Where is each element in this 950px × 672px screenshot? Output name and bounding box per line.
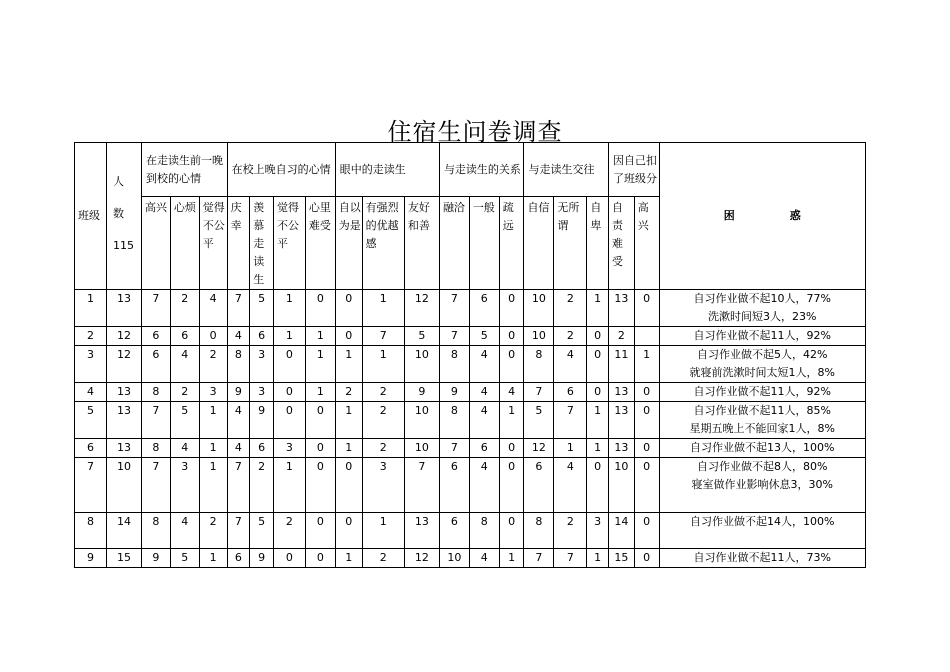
value-cell: 8 (524, 346, 554, 383)
value-cell: 9 (227, 383, 250, 402)
table-row (75, 402, 866, 439)
value-cell: 11 (609, 346, 635, 383)
value-cell: 7 (227, 290, 250, 327)
class-cell: 6 (75, 439, 107, 458)
value-cell: 8 (469, 513, 499, 549)
value-cell: 2 (199, 513, 227, 549)
value-cell: 5 (524, 402, 554, 439)
value-cell: 0 (305, 439, 335, 458)
people-cell: 10 (106, 458, 141, 513)
value-cell: 5 (404, 327, 439, 346)
value-cell: 5 (469, 327, 499, 346)
value-cell: 4 (227, 327, 250, 346)
people-cell: 12 (106, 327, 141, 346)
issue-line: 自习作业做不起11人，92% (693, 329, 831, 342)
value-cell: 2 (170, 383, 199, 402)
value-cell: 1 (199, 439, 227, 458)
value-cell: 4 (227, 439, 250, 458)
subheader-2-0: 自以为是 (335, 197, 362, 290)
value-cell: 6 (524, 458, 554, 513)
value-cell: 8 (227, 346, 250, 383)
value-cell: 7 (227, 513, 250, 549)
page-title: 住宿生问卷调查 (387, 118, 563, 146)
value-cell: 7 (554, 549, 587, 568)
subheader-5-0: 自责难受 (609, 197, 635, 290)
table-row (75, 439, 866, 458)
value-cell: 4 (554, 346, 587, 383)
subheader-2-1: 有强烈的优越感 (362, 197, 404, 290)
value-cell: 0 (634, 549, 659, 568)
header-row-groups (75, 143, 866, 197)
value-cell: 3 (273, 439, 305, 458)
value-cell: 10 (609, 458, 635, 513)
value-cell: 6 (439, 458, 469, 513)
value-cell: 0 (499, 513, 524, 549)
subheader-0-0: 高兴 (142, 197, 171, 290)
subheader-1-1: 羡慕走读生 (250, 197, 274, 290)
issues-cell (659, 439, 865, 458)
value-cell: 3 (199, 383, 227, 402)
value-cell (634, 327, 659, 346)
value-cell: 0 (634, 439, 659, 458)
people-label-1: 人 (112, 175, 124, 188)
value-cell: 10 (404, 439, 439, 458)
subheader-4-0: 自信 (524, 197, 554, 290)
value-cell: 7 (142, 458, 171, 513)
class-cell: 1 (75, 290, 107, 327)
value-cell: 13 (609, 290, 635, 327)
class-cell: 5 (75, 402, 107, 439)
issue-line: 自习作业做不起5人，42% (697, 348, 828, 361)
value-cell: 6 (554, 383, 587, 402)
value-cell: 4 (199, 290, 227, 327)
issues-cell (659, 513, 865, 549)
value-cell: 7 (404, 458, 439, 513)
value-cell: 6 (469, 439, 499, 458)
value-cell: 2 (362, 402, 404, 439)
value-cell: 1 (305, 327, 335, 346)
value-cell: 0 (335, 513, 362, 549)
value-cell: 1 (587, 549, 609, 568)
table-row (75, 383, 866, 402)
issues-cell (659, 549, 865, 568)
value-cell: 0 (587, 346, 609, 383)
value-cell: 0 (587, 327, 609, 346)
value-cell: 10 (404, 402, 439, 439)
value-cell: 12 (404, 290, 439, 327)
class-cell: 3 (75, 346, 107, 383)
issues-header: 困 惑 (659, 143, 865, 290)
table-row (75, 327, 866, 346)
value-cell: 13 (609, 402, 635, 439)
group-header-view-of-day-students: 眼中的走读生 (335, 143, 439, 197)
value-cell: 12 (524, 439, 554, 458)
issue-line: 就寝前洗漱时间太短1人，8% (689, 366, 835, 379)
people-cell: 12 (106, 346, 141, 383)
issue-line: 寝室做作业影响休息3，30% (691, 478, 833, 491)
value-cell: 2 (554, 327, 587, 346)
subheader-1-3: 心里难受 (305, 197, 335, 290)
value-cell: 1 (587, 290, 609, 327)
value-cell: 14 (609, 513, 635, 549)
value-cell: 12 (404, 549, 439, 568)
value-cell: 1 (362, 290, 404, 327)
value-cell: 1 (335, 346, 362, 383)
value-cell: 8 (142, 513, 171, 549)
value-cell: 13 (609, 383, 635, 402)
value-cell: 0 (199, 327, 227, 346)
value-cell: 6 (469, 290, 499, 327)
subheader-2-2: 友好和善 (404, 197, 439, 290)
issues-cell (659, 383, 865, 402)
value-cell: 0 (305, 458, 335, 513)
value-cell: 4 (469, 346, 499, 383)
value-cell: 13 (404, 513, 439, 549)
value-cell: 7 (142, 290, 171, 327)
value-cell: 3 (170, 458, 199, 513)
value-cell: 5 (250, 513, 274, 549)
value-cell: 2 (554, 290, 587, 327)
value-cell: 2 (170, 290, 199, 327)
people-cell: 13 (106, 402, 141, 439)
issue-line: 自习作业做不起11人，73% (693, 551, 831, 564)
value-cell: 6 (439, 513, 469, 549)
value-cell: 7 (227, 458, 250, 513)
value-cell: 2 (554, 513, 587, 549)
value-cell: 4 (170, 439, 199, 458)
issue-line: 自习作业做不起14人，100% (690, 515, 835, 528)
subheader-5-1: 高兴 (634, 197, 659, 290)
value-cell: 0 (499, 327, 524, 346)
people-total: 115 (112, 239, 134, 252)
value-cell: 4 (170, 513, 199, 549)
issues-cell (659, 290, 865, 327)
table-row (75, 513, 866, 549)
people-cell: 13 (106, 439, 141, 458)
value-cell: 1 (499, 549, 524, 568)
value-cell: 7 (362, 327, 404, 346)
people-cell: 13 (106, 290, 141, 327)
group-header-interaction: 与走读生交往 (524, 143, 609, 197)
value-cell: 3 (250, 383, 274, 402)
subheader-4-1: 无所谓 (554, 197, 587, 290)
value-cell: 0 (587, 383, 609, 402)
value-cell: 0 (335, 327, 362, 346)
value-cell: 3 (250, 346, 274, 383)
value-cell: 0 (273, 346, 305, 383)
value-cell: 4 (554, 458, 587, 513)
value-cell: 9 (142, 549, 171, 568)
value-cell: 0 (634, 458, 659, 513)
value-cell: 0 (305, 513, 335, 549)
value-cell: 0 (499, 346, 524, 383)
issues-cell (659, 346, 865, 383)
issue-line: 自习作业做不起11人，92% (693, 385, 831, 398)
value-cell: 7 (554, 402, 587, 439)
value-cell: 1 (335, 549, 362, 568)
value-cell: 1 (305, 346, 335, 383)
issues-cell (659, 458, 865, 513)
value-cell: 6 (170, 327, 199, 346)
people-label-2: 数 (112, 207, 124, 220)
value-cell: 8 (439, 402, 469, 439)
value-cell: 2 (199, 346, 227, 383)
value-cell: 1 (273, 327, 305, 346)
value-cell: 2 (273, 513, 305, 549)
value-cell: 4 (227, 402, 250, 439)
value-cell: 1 (199, 549, 227, 568)
value-cell: 8 (439, 346, 469, 383)
table-row (75, 458, 866, 513)
value-cell: 2 (362, 383, 404, 402)
value-cell: 0 (499, 458, 524, 513)
issue-line: 自习作业做不起11人，85% (693, 404, 831, 417)
issues-cell (659, 402, 865, 439)
value-cell: 0 (305, 290, 335, 327)
value-cell: 4 (469, 383, 499, 402)
table-row (75, 346, 866, 383)
subheader-3-1: 一般 (469, 197, 499, 290)
people-cell: 14 (106, 513, 141, 549)
issue-line: 自习作业做不起13人，100% (690, 441, 835, 454)
value-cell: 6 (250, 439, 274, 458)
subheader-0-1: 心烦 (170, 197, 199, 290)
class-cell: 8 (75, 513, 107, 549)
value-cell: 0 (305, 402, 335, 439)
subheader-1-2: 觉得不公平 (273, 197, 305, 290)
value-cell: 1 (587, 439, 609, 458)
value-cell: 4 (499, 383, 524, 402)
value-cell: 0 (634, 402, 659, 439)
subheader-3-0: 融洽 (439, 197, 469, 290)
value-cell: 5 (170, 402, 199, 439)
subheader-1-0: 庆幸 (227, 197, 250, 290)
class-cell: 2 (75, 327, 107, 346)
value-cell: 1 (587, 402, 609, 439)
value-cell: 10 (524, 290, 554, 327)
group-header-relationship: 与走读生的关系 (439, 143, 524, 197)
value-cell: 0 (335, 290, 362, 327)
issue-line: 星期五晚上不能回家1人，8% (689, 422, 835, 435)
people-header (106, 143, 141, 290)
value-cell: 9 (404, 383, 439, 402)
group-header-mood-evening: 在走读生前一晚到校的心情 (142, 143, 228, 197)
value-cell: 9 (250, 549, 274, 568)
class-cell: 7 (75, 458, 107, 513)
value-cell: 8 (142, 439, 171, 458)
value-cell: 6 (250, 327, 274, 346)
class-header: 班级 (75, 143, 107, 290)
class-cell: 9 (75, 549, 107, 568)
value-cell: 7 (439, 439, 469, 458)
value-cell: 0 (273, 383, 305, 402)
value-cell: 4 (469, 549, 499, 568)
value-cell: 10 (524, 327, 554, 346)
subheader-0-2: 觉得不公平 (199, 197, 227, 290)
issue-line: 自习作业做不起10人，77% (693, 292, 831, 305)
value-cell: 10 (404, 346, 439, 383)
value-cell: 0 (273, 402, 305, 439)
value-cell: 1 (634, 346, 659, 383)
value-cell: 4 (469, 402, 499, 439)
value-cell: 6 (142, 346, 171, 383)
value-cell: 13 (609, 439, 635, 458)
value-cell: 1 (554, 439, 587, 458)
value-cell: 1 (335, 402, 362, 439)
value-cell: 5 (170, 549, 199, 568)
value-cell: 0 (587, 458, 609, 513)
value-cell: 0 (305, 549, 335, 568)
value-cell: 7 (524, 383, 554, 402)
issue-line: 自习作业做不起8人，80% (697, 460, 828, 473)
value-cell: 8 (142, 383, 171, 402)
value-cell: 5 (250, 290, 274, 327)
value-cell: 3 (587, 513, 609, 549)
value-cell: 2 (250, 458, 274, 513)
value-cell: 4 (170, 346, 199, 383)
value-cell: 0 (499, 439, 524, 458)
value-cell: 2 (362, 549, 404, 568)
value-cell: 7 (439, 290, 469, 327)
value-cell: 1 (199, 458, 227, 513)
value-cell: 10 (439, 549, 469, 568)
value-cell: 0 (634, 290, 659, 327)
value-cell: 1 (335, 439, 362, 458)
subheader-4-2: 自卑 (587, 197, 609, 290)
table-row (75, 290, 866, 327)
value-cell: 9 (250, 402, 274, 439)
value-cell: 0 (499, 290, 524, 327)
value-cell: 1 (305, 383, 335, 402)
subheader-3-2: 疏远 (499, 197, 524, 290)
value-cell: 7 (439, 327, 469, 346)
value-cell: 0 (273, 549, 305, 568)
value-cell: 0 (634, 383, 659, 402)
people-cell: 13 (106, 383, 141, 402)
value-cell: 1 (199, 402, 227, 439)
class-cell: 4 (75, 383, 107, 402)
value-cell: 1 (273, 290, 305, 327)
value-cell: 1 (362, 513, 404, 549)
group-header-self-study-mood: 在校上晚自习的心情 (227, 143, 335, 197)
value-cell: 15 (609, 549, 635, 568)
value-cell: 2 (609, 327, 635, 346)
value-cell: 7 (524, 549, 554, 568)
value-cell: 4 (469, 458, 499, 513)
issues-cell (659, 327, 865, 346)
value-cell: 1 (273, 458, 305, 513)
value-cell: 6 (142, 327, 171, 346)
group-header-class-points: 因自己扣了班级分 (609, 143, 660, 197)
value-cell: 2 (335, 383, 362, 402)
survey-table (74, 142, 866, 568)
table-row (75, 549, 866, 568)
value-cell: 3 (362, 458, 404, 513)
value-cell: 6 (227, 549, 250, 568)
people-cell: 15 (106, 549, 141, 568)
issue-line: 洗漱时间短3人，23% (708, 310, 817, 323)
value-cell: 1 (499, 402, 524, 439)
value-cell: 8 (524, 513, 554, 549)
value-cell: 7 (142, 402, 171, 439)
value-cell: 9 (439, 383, 469, 402)
value-cell: 2 (362, 439, 404, 458)
value-cell: 0 (335, 458, 362, 513)
value-cell: 0 (634, 513, 659, 549)
value-cell: 1 (362, 346, 404, 383)
